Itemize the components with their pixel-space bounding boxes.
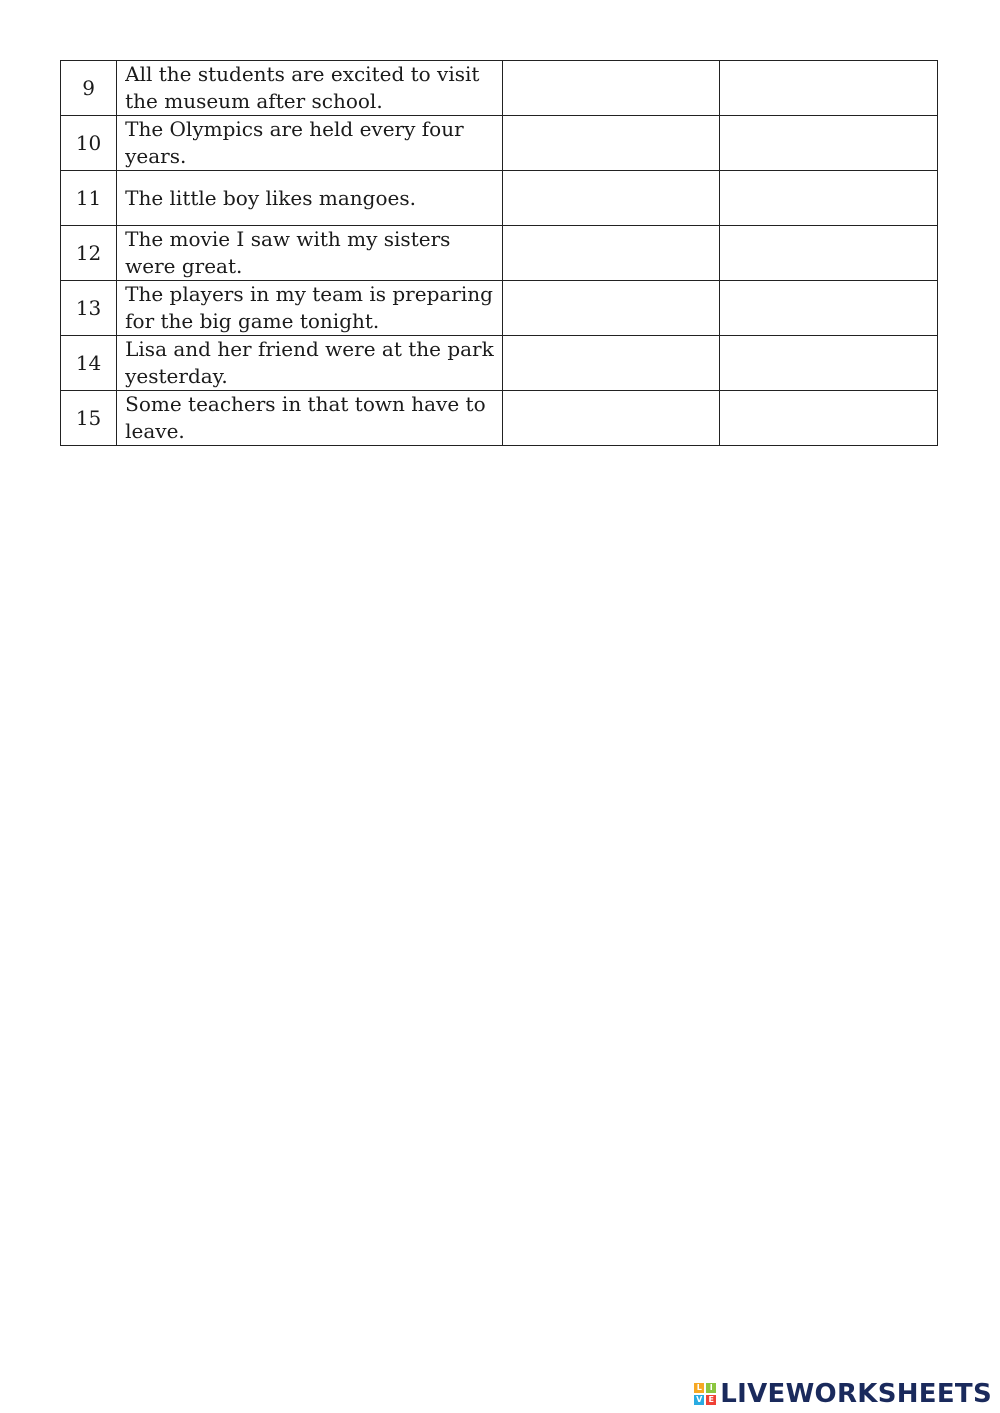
answer-input[interactable] — [720, 227, 937, 280]
answer-cell-1 — [503, 391, 720, 446]
answer-input[interactable] — [503, 172, 719, 225]
row-sentence: The Olympics are held every four years. — [117, 116, 503, 171]
answer-input[interactable] — [720, 282, 937, 335]
table-row — [61, 61, 938, 116]
answer-cell-2 — [720, 116, 938, 171]
row-sentence: The players in my team is preparing for the big game tonight. — [117, 281, 503, 336]
row-sentence: Lisa and her friend were at the park yesterday. — [117, 336, 503, 391]
table-row — [61, 116, 938, 171]
answer-cell-2 — [720, 336, 938, 391]
row-number: 9 — [61, 61, 117, 116]
row-number: 15 — [61, 391, 117, 446]
worksheet-table — [60, 60, 938, 446]
table-row — [61, 336, 938, 391]
table-row — [61, 171, 938, 226]
answer-cell-2 — [720, 391, 938, 446]
answer-cell-2 — [720, 281, 938, 336]
answer-input[interactable] — [503, 337, 719, 390]
row-number: 12 — [61, 226, 117, 281]
answer-cell-2 — [720, 61, 938, 116]
row-number: 11 — [61, 171, 117, 226]
answer-input[interactable] — [503, 392, 719, 445]
answer-cell-1 — [503, 226, 720, 281]
table-row — [61, 226, 938, 281]
table-row — [61, 391, 938, 446]
answer-cell-1 — [503, 61, 720, 116]
answer-input[interactable] — [720, 117, 937, 170]
logo-letter: I — [706, 1383, 716, 1393]
table-row — [61, 281, 938, 336]
answer-input[interactable] — [503, 62, 719, 115]
logo-letter: E — [706, 1395, 716, 1405]
brand-wordmark: LIVEWORKSHEETS — [720, 1379, 992, 1409]
answer-input[interactable] — [720, 337, 937, 390]
answer-cell-2 — [720, 226, 938, 281]
answer-input[interactable] — [720, 392, 937, 445]
logo-letter: V — [696, 1395, 703, 1404]
liveworksheets-brand — [694, 1381, 992, 1407]
logo-letter: L — [694, 1383, 704, 1393]
answer-input[interactable] — [503, 227, 719, 280]
answer-input[interactable] — [503, 282, 719, 335]
row-sentence: The little boy likes mangoes. — [117, 171, 503, 226]
answer-input[interactable] — [720, 62, 937, 115]
row-number: 13 — [61, 281, 117, 336]
row-sentence: The movie I saw with my sisters were great. — [117, 226, 503, 281]
liveworksheets-logo-icon — [694, 1383, 716, 1405]
row-number: 10 — [61, 116, 117, 171]
row-sentence: All the students are excited to visit the museum after school. — [117, 61, 503, 116]
answer-cell-1 — [503, 171, 720, 226]
row-number: 14 — [61, 336, 117, 391]
answer-cell-1 — [503, 116, 720, 171]
answer-cell-1 — [503, 336, 720, 391]
answer-input[interactable] — [503, 117, 719, 170]
row-sentence: Some teachers in that town have to leave. — [117, 391, 503, 446]
answer-cell-1 — [503, 281, 720, 336]
answer-cell-2 — [720, 171, 938, 226]
answer-input[interactable] — [720, 172, 937, 225]
